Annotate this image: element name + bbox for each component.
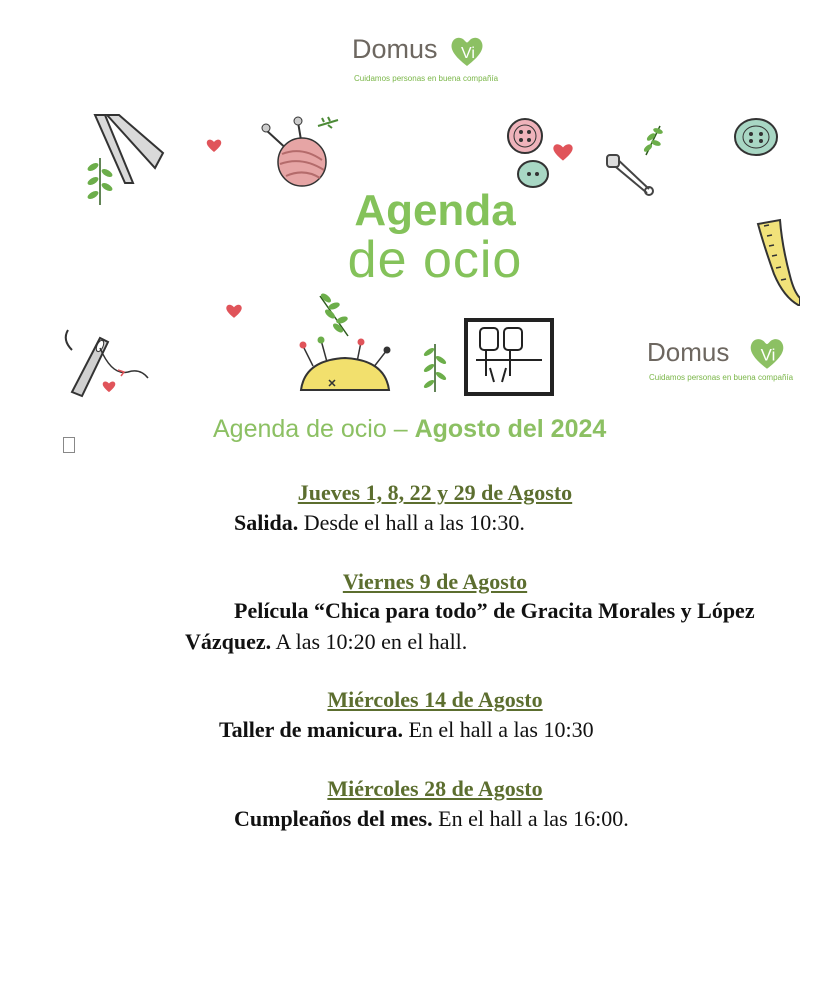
- event-date: Miércoles 28 de Agosto: [327, 776, 543, 801]
- subtitle-prefix: Agenda de ocio –: [213, 415, 415, 443]
- event-details: A las 10:20 en el hall.: [271, 629, 468, 654]
- event-activity: Película “Chica para todo” de Gracita Morales y López: [234, 598, 755, 623]
- leaf-sprig-icon: [80, 153, 120, 208]
- event-details: En el hall a las 16:00.: [432, 806, 629, 831]
- leaf-sprig-icon: [420, 340, 450, 395]
- pincushion-icon: [295, 336, 395, 394]
- logo-heart-icon: [747, 335, 787, 371]
- button-pink-icon: [505, 116, 545, 156]
- event-activity: Salida.: [234, 510, 299, 535]
- button-green-icon: [515, 158, 551, 190]
- banner-logo-vi: Vi: [760, 345, 776, 365]
- banner-logo-name: Domus: [647, 337, 730, 367]
- event-text: [219, 717, 594, 743]
- event-activity: Cumpleaños del mes.: [234, 806, 433, 831]
- event-date: Miércoles 14 de Agosto: [327, 687, 543, 712]
- heart-icon: [206, 138, 222, 153]
- event-text: [234, 598, 755, 624]
- logo-vi: Vi: [461, 45, 475, 62]
- leaf-sprig-icon: [312, 290, 357, 340]
- measuring-tape-icon: [750, 216, 800, 306]
- heart-icon: [225, 303, 243, 319]
- top-logo: [352, 32, 499, 88]
- logo-name: Domus: [352, 34, 438, 64]
- event-text: [185, 629, 467, 655]
- hero-banner: [40, 108, 800, 403]
- event-details: En el hall a las 10:30: [402, 717, 594, 742]
- missing-glyph-box: [63, 437, 75, 453]
- event-details: Desde el hall a las 10:30.: [298, 510, 525, 535]
- pattern-box-icon: [462, 316, 557, 398]
- heart-icon: [552, 142, 574, 162]
- yarn-ball-icon: [258, 116, 348, 191]
- event-activity: Vázquez.: [185, 629, 272, 654]
- button-teal-icon: [732, 116, 780, 158]
- subtitle-highlight: Agosto del 2024: [414, 415, 607, 443]
- page-subtitle: [213, 415, 606, 444]
- event-date: Viernes 9 de Agosto: [342, 569, 528, 594]
- hero-title-line2: de ocio: [347, 231, 523, 289]
- event-text: [234, 510, 525, 536]
- event-activity: Taller de manicura.: [219, 717, 403, 742]
- logo-heart-icon: [448, 34, 486, 68]
- event-text: [234, 806, 629, 832]
- safety-pin-icon: [605, 153, 655, 198]
- hero-title-line1: Agenda: [354, 186, 516, 235]
- event-date: Jueves 1, 8, 22 y 29 de Agosto: [297, 480, 573, 505]
- heart-icon: [102, 380, 116, 393]
- logo-tagline: Cuidamos personas en buena compañía: [354, 74, 499, 83]
- banner-logo: [647, 333, 797, 388]
- hero-title: [310, 186, 560, 289]
- banner-logo-tagline: Cuidamos personas en buena compañía: [649, 373, 794, 382]
